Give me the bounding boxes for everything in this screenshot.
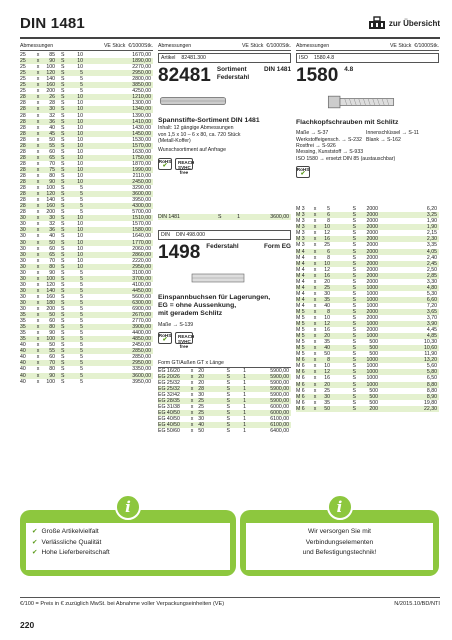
product-grade: 4.8 [344,66,354,74]
table-row: M 6 x 30 S 500 8,90 [296,393,437,400]
table-row: 35 x 50 S 5 2670,00 [20,312,151,319]
table-row: 28 x 120 S 5 3600,00 [20,191,151,198]
compliance-badges [158,158,291,175]
rohs-badge: RoHS ✔ [296,167,310,178]
product-desc-3: (Metall-Koffer) [158,137,191,144]
table-row: M 5 x 8 S 2000 3,65 [296,308,437,315]
product-title: Sortiment [216,66,247,74]
table-row: M 4 x 12 S 2000 2,50 [296,266,437,273]
table-row: 28 x 140 S 5 3950,00 [20,197,151,204]
bushing-image [188,271,248,285]
table-3 [296,206,439,412]
iso-value: 1580.4.8 [313,55,335,62]
pin-image [158,94,228,108]
benefit-item: ✔ Verlässliche Qualität [32,538,224,549]
product-heading-3: mit geradem Schlitz [158,309,223,317]
rohs-badge: RoHS ✔ [158,333,172,344]
col-vc: VE [241,43,249,49]
table-row: EG 40/50 x 30 S 1 6100,00 [158,416,289,423]
table-row: 28 x 65 S 10 1750,00 [20,154,151,161]
table-row: EG 32/42 x 30 S 1 5900,00 [158,391,289,398]
table-row: EG 25/32 x 20 S 1 5900,00 [158,379,289,386]
table-row: 28 x 75 S 10 1990,00 [20,166,151,173]
table-row: 28 x 160 S 5 4300,00 [20,203,151,210]
column-header [158,43,291,51]
slogan-line: Verbindungselementen [305,538,374,546]
reach-badge: REACH SVHC free [175,158,193,170]
ref-replace-note: ISO 1580 → ersetzt DIN 85 (austauschbar) [296,155,396,162]
table-row: 30 x 180 S 5 6300,00 [20,299,151,306]
table-row: M 5 x 40 S 500 10,60 [296,345,437,352]
table-row: M 3 x 10 S 2000 1,90 [296,224,437,231]
ref-brass-link[interactable]: Messing, Kunststoff → S-933 [296,149,364,156]
column-header [296,43,439,51]
col-qty: Stück [250,43,264,49]
table-row: M 3 x 8 S 2000 1,90 [296,218,437,225]
check-icon: ✔ [300,171,306,178]
table-row: M 6 x 16 S 1000 6,50 [296,375,437,382]
table-row: 30 x 50 S 10 1770,00 [20,239,151,246]
table-row: 25 x 140 S 5 2800,00 [20,76,151,83]
ref-dims-link[interactable]: Maße → S-37 [296,130,329,137]
article-value: 82481.300 [181,55,206,62]
table-row: M 4 x 20 S 2000 3,30 [296,278,437,285]
footer-note: €/100 = Preis in € zuzüglich MwSt. bei Abnahme voller Verpackungseinheiten (VE) [20,601,225,607]
screw-image [326,94,396,110]
table-row: 30 x 90 S 5 3100,00 [20,269,151,276]
din-label: DIN [161,231,170,238]
col-vc: VE [103,43,111,49]
table-row: 30 x 80 S 10 2950,00 [20,263,151,270]
product-din: DIN 1481 [264,66,291,74]
table-row: 40 x 55 S 5 2850,00 [20,348,151,355]
table-row: 28 x 36 S 10 1410,00 [20,118,151,125]
table-row: 30 x 36 S 10 1580,00 [20,227,151,234]
table-row: M 4 x 16 S 2000 2,85 [296,272,437,279]
table-row: M 4 x 35 S 1000 6,60 [296,296,437,303]
table-row: 30 x 60 S 10 2060,00 [20,245,151,252]
col-price: €/1000Stk. [266,43,291,49]
info-box-benefits [20,498,236,576]
table-row: M 5 x 16 S 2000 4,45 [296,327,437,334]
table-row: 30 x 40 S 10 1640,00 [20,233,151,240]
info-box-slogan [240,498,439,576]
size-reference-link[interactable]: Maße → S-139 [158,321,194,328]
table-row: 40 x 80 S 5 3350,00 [20,366,151,373]
col-qty: Stück [398,43,412,49]
table-row: EG 31/38 x 25 S 1 6000,00 [158,404,289,410]
table-row: 40 x 100 S 5 3950,00 [20,378,151,385]
table-row: EG 16/20 x 20 S 1 5900,00 [158,367,289,374]
benefit-item: ✔ Große Artikelvielfalt [32,527,224,538]
benefit-item: ✔ Hohe Lieferbereitschaft [32,548,224,559]
table-row: 30 x 120 S 5 4100,00 [20,281,151,288]
price-row: DIN 1481 S 1 3600,00 [158,213,289,220]
ref-key-link[interactable]: Innenschlüssel → S-11 [366,130,419,137]
table-row: 35 x 80 S 5 3900,00 [20,324,151,331]
check-icon: ✔ [162,162,168,169]
table-row: 28 x 30 S 10 1340,00 [20,106,151,113]
col-price: €/1000Stk. [414,43,439,49]
table-row: 28 x 40 S 10 1430,00 [20,124,151,131]
info-icon: i [115,494,141,520]
table-row: M 5 x 10 S 2000 3,70 [296,315,437,322]
col-dims: Abmessungen [296,43,330,49]
product-material: Federstahl [206,242,239,250]
footer-divider [20,597,440,598]
table-row: EG 50/60 x 50 S 1 6400,00 [158,428,289,435]
table-row: 28 x 55 S 10 1570,00 [20,142,151,149]
table-row: M 6 x 12 S 1000 5,80 [296,369,437,376]
table-row: 28 x 80 S 10 2110,00 [20,172,151,179]
ref-material-link[interactable]: Werkstoffeigensch. → S-232 [296,136,362,143]
table-row: 28 x 70 S 10 1870,00 [20,160,151,167]
table-row: M 3 x 16 S 2000 2,30 [296,236,437,243]
table-row: 30 x 65 S 10 2860,00 [20,251,151,258]
compliance-badges [158,332,291,350]
table-row: EG 28/35 x 25 S 1 5900,00 [158,397,289,404]
table-row: 28 x 26 S 10 1210,00 [20,94,151,101]
col-dims: Abmessungen [20,43,54,49]
table-row: 40 x 70 S 5 2950,00 [20,360,151,367]
product-number: 1580 [296,65,339,87]
product-heading: Spannstifte-Sortiment DIN 1481 [158,117,260,125]
table-row: 28 x 50 S 10 1530,00 [20,136,151,143]
table-row: M 4 x 30 S 1000 5,30 [296,290,437,297]
page-header [20,10,440,36]
product-note: Wunschsortiment auf Anfrage [158,147,226,154]
table-row: M 6 x 20 S 1000 8,80 [296,381,437,388]
table-row: 28 x 200 S 5 5700,00 [20,209,151,216]
table-row: M 4 x 25 S 1000 4,80 [296,284,437,291]
product-number: 1498 [158,241,201,263]
overview-link[interactable] [368,16,440,30]
table-row: EG 40/50 x 25 S 1 6000,00 [158,410,289,417]
table-row: 35 x 90 S 5 4400,00 [20,330,151,337]
table-row: 35 x 60 S 5 2770,00 [20,318,151,325]
ref-blank-link[interactable]: Blank → S-162 [366,136,401,143]
table-row: M 4 x 10 S 2000 2,45 [296,260,437,267]
table-row: M 5 x 50 S 500 11,90 [296,351,437,358]
table-row: EG 20/26 x 20 S 1 5900,00 [158,373,289,380]
table-row: M 6 x 8 S 1000 13,20 [296,357,437,364]
table-row: 28 x 90 S 10 2450,00 [20,179,151,186]
col-vc: VE [389,43,397,49]
table-row: 40 x 50 S 5 2450,00 [20,342,151,349]
table-2 [158,368,291,435]
overview-label: zur Übersicht [388,18,440,28]
table-row: 30 x 70 S 10 2220,00 [20,257,151,264]
product-desc-1: Inhalt: 12 gängige Abmessungen [158,125,234,132]
column-2 [158,43,291,434]
col-dims: Abmessungen [158,43,192,49]
table-row: EG 40/50 x 40 S 1 6100,00 [158,422,289,429]
table-row: 35 x 100 S 5 4850,00 [20,336,151,343]
table-row: 28 x 100 S 5 3290,00 [20,185,151,192]
table-row: M 6 x 10 S 1000 5,60 [296,363,437,370]
column-1 [20,43,153,385]
table-row: M 3 x 12 S 2000 2,15 [296,230,437,237]
table-row: M 6 x 50 S 200 22,30 [296,405,437,412]
table-row: 28 x 32 S 10 1390,00 [20,112,151,119]
article-box [158,53,291,63]
product-form: Form EG [264,242,291,250]
column-header [20,43,153,51]
table-row: M 5 x 20 S 1000 4,85 [296,333,437,340]
table-row: M 3 x 5 S 2000 6,20 [296,206,437,213]
col-price: €/1000Stk. [128,43,153,49]
din-value: DIN 498.000 [175,231,206,238]
header-divider [20,37,440,39]
footer [20,601,440,607]
table-row: 30 x 160 S 5 5600,00 [20,293,151,300]
page-title: DIN 1481 [20,14,85,32]
table-row: EG 25/32 x 28 S 1 5900,00 [158,385,289,392]
table-row: M 3 x 6 S 2000 3,25 [296,212,437,219]
ref-stainless-link[interactable]: Rostfrei → S-926 [296,142,336,149]
table-row: 30 x 200 S 5 6900,00 [20,306,151,313]
table-row: M 6 x 25 S 500 8,80 [296,387,437,394]
table-1 [20,52,153,385]
product-heading-1: Einspannbuchsen für Lagerungen, [158,293,271,301]
table-row: M 6 x 35 S 500 19,80 [296,399,437,406]
product-header [296,66,439,86]
table-row: M 4 x 8 S 2000 2,40 [296,254,437,261]
rohs-badge: RoHS ✔ [158,158,172,169]
table-row: 25 x 120 S 5 2950,00 [20,70,151,77]
table-row: 25 x 85 S 10 1670,00 [20,52,151,59]
table-row: 30 x 32 S 10 1570,00 [20,221,151,228]
table-row: M 3 x 25 S 2000 3,35 [296,242,437,249]
toolbox-icon [368,16,386,30]
table-row: 25 x 90 S 10 1890,00 [20,58,151,65]
column-3 [296,43,439,412]
table-row: M 4 x 6 S 2000 4,05 [296,248,437,255]
reach-badge: REACH SVHC free [175,332,193,344]
sort-title: Form GT/Außen GT x Länge [158,360,291,367]
slogan-line: und Befestigungstechnik! [302,549,377,556]
table-row: 25 x 200 S 5 4250,00 [20,88,151,95]
table-row: 40 x 60 S 5 2850,00 [20,354,151,361]
iso-box [296,53,439,63]
product-heading: Flachkopfschrauben mit Schlitz [296,119,399,127]
product-header [158,66,291,86]
table-row: 30 x 100 S 5 3700,00 [20,275,151,282]
table-row: 25 x 160 S 5 3850,00 [20,82,151,89]
table-row: 40 x 90 S 5 3600,00 [20,372,151,379]
table-row: 25 x 100 S 10 2270,00 [20,64,151,71]
din-box [158,230,291,240]
iso-label: ISO [299,55,308,62]
info-icon: i [327,494,353,520]
product-desc-2: von 1,5 x 10 – 6 x 80, ca. 720 Stück [158,131,241,138]
product-heading-2: EG = ohne Aussenkung, [158,301,237,309]
table-row: M 4 x 40 S 1000 7,20 [296,302,437,309]
table-row: 28 x 60 S 10 1630,00 [20,148,151,155]
check-icon: ✔ [162,337,168,344]
table-row: 30 x 140 S 5 4450,00 [20,287,151,294]
table-row: 30 x 30 S 10 1510,00 [20,215,151,222]
product-header [158,243,291,263]
product-material: Federstahl [216,73,250,81]
product-number: 82481 [158,65,211,87]
article-label: Artikel [161,55,176,62]
table-row: M 5 x 12 S 1000 3,90 [296,321,437,328]
page-number: 220 [20,620,35,630]
table-row: 28 x 45 S 10 1450,00 [20,130,151,137]
col-qty: Stück [112,43,126,49]
slogan-line: Wir versorgen Sie mit [307,528,372,535]
table-row: 28 x 28 S 10 1300,00 [20,100,151,107]
footer-code: N/2015.10/BD/NTI [394,601,440,607]
compliance-badges [296,166,439,178]
table-row: M 5 x 35 S 500 10,30 [296,339,437,346]
